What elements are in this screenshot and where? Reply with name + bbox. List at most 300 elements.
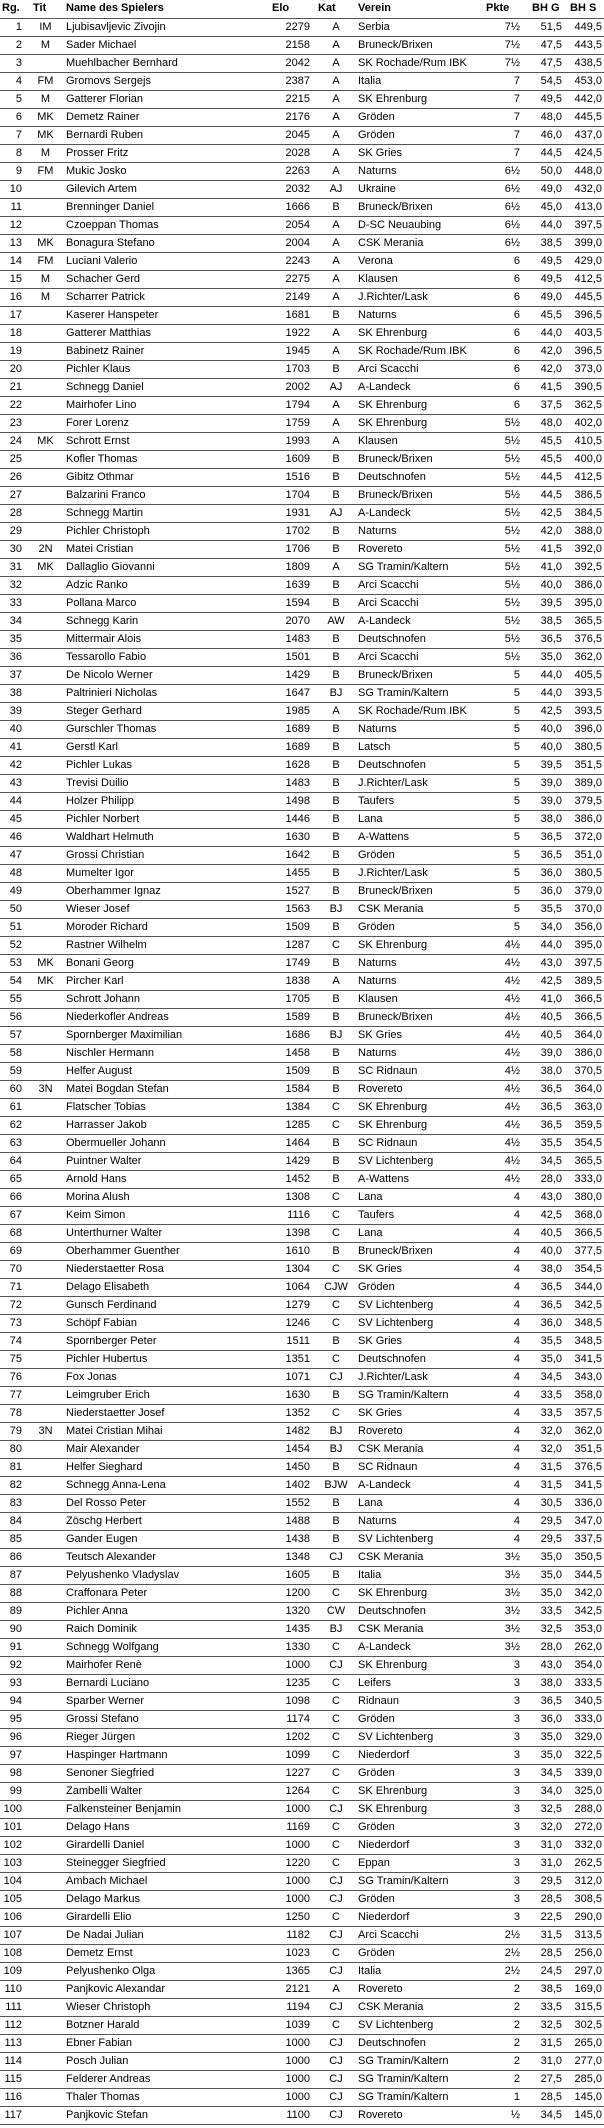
cell-buchholz-s: 342,0 xyxy=(574,1587,602,1599)
cell-elo: 1308 xyxy=(285,1191,310,1203)
cell-rank: 21 xyxy=(9,381,22,393)
table-row xyxy=(0,36,604,54)
cell-title: 2N xyxy=(38,543,53,555)
cell-points: 6 xyxy=(513,327,520,339)
cell-buchholz-s: 348,5 xyxy=(574,1335,602,1347)
table-row xyxy=(0,1944,604,1962)
cell-rank: 100 xyxy=(3,1803,22,1815)
cell-club: J.Richter/Lask xyxy=(358,867,428,879)
cell-points: 7½ xyxy=(504,39,520,51)
cell-elo: 1000 xyxy=(285,2091,310,2103)
cell-buchholz-s: 145,0 xyxy=(574,2091,602,2103)
table-row xyxy=(0,900,604,918)
cell-club: CSK Merania xyxy=(358,903,424,915)
cell-category: B xyxy=(332,525,340,537)
cell-elo: 1279 xyxy=(285,1299,310,1311)
cell-club: A-Landeck xyxy=(358,1479,411,1491)
cell-elo: 1516 xyxy=(285,471,310,483)
cell-category: CJ xyxy=(329,2001,343,2013)
table-row xyxy=(0,1602,604,1620)
cell-club: SG Tramin/Kaltern xyxy=(358,1389,449,1401)
cell-buchholz-g: 35,0 xyxy=(540,1353,562,1365)
cell-points: 7 xyxy=(513,93,520,105)
cell-elo: 1000 xyxy=(285,2073,310,2085)
cell-buchholz-g: 40,0 xyxy=(540,579,562,591)
cell-category: C xyxy=(332,1749,340,1761)
table-row xyxy=(0,1962,604,1980)
cell-buchholz-s: 308,5 xyxy=(574,1893,602,1905)
cell-buchholz-g: 39,0 xyxy=(540,1047,562,1059)
cell-rank: 115 xyxy=(4,2073,22,2085)
cell-title: M xyxy=(40,147,51,159)
cell-club: Naturns xyxy=(358,309,397,321)
cell-name: Bernardi Luciano xyxy=(66,1677,150,1689)
cell-category: CJ xyxy=(329,1371,343,1383)
cell-points: 5½ xyxy=(504,417,520,429)
cell-category: C xyxy=(332,1227,340,1239)
cell-points: 4½ xyxy=(504,957,520,969)
cell-buchholz-s: 265,0 xyxy=(574,2037,602,2049)
cell-points: 3 xyxy=(513,1803,520,1815)
cell-elo: 1511 xyxy=(286,1335,310,1347)
table-row xyxy=(0,972,604,990)
table-row xyxy=(0,396,604,414)
cell-name: Paltrinieri Nicholas xyxy=(66,687,158,699)
cell-rank: 106 xyxy=(3,1911,22,1923)
cell-buchholz-g: 40,5 xyxy=(540,1011,562,1023)
cell-points: 6½ xyxy=(504,237,520,249)
cell-buchholz-s: 322,5 xyxy=(574,1749,602,1761)
cell-buchholz-g: 32,5 xyxy=(540,2019,562,2031)
cell-buchholz-s: 399,0 xyxy=(574,237,602,249)
cell-points: 5½ xyxy=(504,435,520,447)
cell-elo: 1182 xyxy=(286,1929,310,1941)
cell-buchholz-g: 42,5 xyxy=(540,507,562,519)
cell-category: BJ xyxy=(329,903,343,915)
cell-elo: 2387 xyxy=(285,75,310,87)
cell-rank: 38 xyxy=(9,687,22,699)
cell-name: Kofler Thomas xyxy=(66,453,138,465)
cell-category: B xyxy=(332,1335,340,1347)
table-row xyxy=(0,144,604,162)
table-row xyxy=(0,1134,604,1152)
cell-name: Zambelli Walter xyxy=(66,1785,142,1797)
table-row xyxy=(0,936,604,954)
cell-category: A xyxy=(332,255,340,267)
table-row xyxy=(0,450,604,468)
cell-buchholz-s: 312,0 xyxy=(574,1875,602,1887)
cell-name: Matei Cristian xyxy=(66,543,134,555)
cell-category: A xyxy=(332,165,340,177)
cell-rank: 47 xyxy=(9,849,22,861)
cell-club: Niederdorf xyxy=(358,1911,410,1923)
cell-rank: 74 xyxy=(9,1335,22,1347)
cell-buchholz-g: 36,5 xyxy=(540,1101,562,1113)
cell-rank: 111 xyxy=(5,2001,22,2013)
header-title: Tit xyxy=(33,2,47,14)
cell-name: Keim Simon xyxy=(66,1209,126,1221)
cell-points: 4 xyxy=(513,1407,520,1419)
cell-rank: 5 xyxy=(15,93,22,105)
cell-name: Flatscher Tobias xyxy=(66,1101,146,1113)
cell-buchholz-s: 372,0 xyxy=(574,831,602,843)
cell-category: B xyxy=(332,1011,340,1023)
cell-buchholz-g: 38,0 xyxy=(540,1677,562,1689)
table-row xyxy=(0,126,604,144)
cell-elo: 1200 xyxy=(285,1587,310,1599)
cell-club: SK Ehrenburg xyxy=(358,1659,428,1671)
cell-name: Pichler Hubertus xyxy=(66,1353,148,1365)
cell-category: CJ xyxy=(329,1803,343,1815)
cell-points: 3 xyxy=(513,1875,520,1887)
cell-elo: 1689 xyxy=(285,741,310,753)
cell-name: Bernardi Ruben xyxy=(66,129,144,141)
cell-name: Matei Bogdan Stefan xyxy=(66,1083,169,1095)
cell-club: Deutschnofen xyxy=(358,1353,426,1365)
cell-elo: 1993 xyxy=(285,435,310,447)
cell-rank: 78 xyxy=(9,1407,22,1419)
cell-rank: 82 xyxy=(9,1479,22,1491)
cell-category: B xyxy=(332,1083,340,1095)
cell-points: 5½ xyxy=(504,615,520,627)
cell-name: Pollana Marco xyxy=(66,597,137,609)
cell-buchholz-s: 386,0 xyxy=(574,813,602,825)
cell-name: Harrasser Jakob xyxy=(66,1119,147,1131)
cell-elo: 2002 xyxy=(285,381,310,393)
cell-points: 4½ xyxy=(504,1137,520,1149)
table-row xyxy=(0,1728,604,1746)
cell-buchholz-g: 47,5 xyxy=(540,57,562,69)
table-row xyxy=(0,810,604,828)
cell-buchholz-s: 272,0 xyxy=(574,1821,602,1833)
cell-elo: 1116 xyxy=(287,1209,310,1221)
cell-rank: 83 xyxy=(9,1497,22,1509)
cell-title: MK xyxy=(37,561,54,573)
cell-rank: 110 xyxy=(4,1983,22,1995)
cell-buchholz-g: 43,0 xyxy=(540,1659,562,1671)
cell-elo: 1749 xyxy=(285,957,310,969)
cell-points: 4 xyxy=(513,1425,520,1437)
header-category: Kat xyxy=(318,2,336,14)
table-row xyxy=(0,198,604,216)
cell-name: Wieser Josef xyxy=(66,903,130,915)
cell-name: Gurschler Thomas xyxy=(66,723,157,735)
cell-elo: 1064 xyxy=(285,1281,310,1293)
cell-club: Naturns xyxy=(358,957,397,969)
cell-points: 4 xyxy=(513,1443,520,1455)
cell-club: Taufers xyxy=(358,1209,395,1221)
cell-category: CJ xyxy=(329,1659,343,1671)
cell-name: Unterthurner Walter xyxy=(66,1227,163,1239)
cell-club: Naturns xyxy=(358,165,397,177)
cell-buchholz-g: 44,0 xyxy=(540,669,562,681)
cell-rank: 80 xyxy=(9,1443,22,1455)
cell-rank: 104 xyxy=(3,1875,22,1887)
cell-points: 2 xyxy=(513,1983,520,1995)
cell-category: AJ xyxy=(329,507,343,519)
cell-buchholz-s: 453,0 xyxy=(574,75,602,87)
cell-buchholz-s: 424,5 xyxy=(574,147,602,159)
cell-elo: 1527 xyxy=(285,885,310,897)
cell-rank: 109 xyxy=(3,1965,22,1977)
cell-buchholz-s: 362,0 xyxy=(574,651,602,663)
cell-elo: 2032 xyxy=(285,183,310,195)
cell-club: A-Wattens xyxy=(358,1173,409,1185)
cell-rank: 40 xyxy=(9,723,22,735)
cell-elo: 2028 xyxy=(285,147,310,159)
table-row xyxy=(0,1098,604,1116)
cell-points: 5 xyxy=(513,903,520,915)
table-row xyxy=(0,1188,604,1206)
cell-club: Deutschnofen xyxy=(358,759,426,771)
cell-name: Niederstaetter Rosa xyxy=(66,1263,164,1275)
cell-points: 4½ xyxy=(504,1119,520,1131)
cell-title: MK xyxy=(37,237,54,249)
table-row xyxy=(0,90,604,108)
cell-elo: 1000 xyxy=(285,1893,310,1905)
cell-points: 6 xyxy=(513,309,520,321)
cell-name: Leimgruber Erich xyxy=(66,1389,150,1401)
cell-buchholz-g: 36,5 xyxy=(540,1281,562,1293)
cell-points: 7 xyxy=(513,129,520,141)
cell-points: ½ xyxy=(510,2109,520,2121)
cell-buchholz-g: 33,5 xyxy=(540,1407,562,1419)
table-row xyxy=(0,702,604,720)
cell-category: C xyxy=(332,1587,340,1599)
cell-elo: 1264 xyxy=(285,1785,310,1797)
cell-buchholz-g: 36,5 xyxy=(540,849,562,861)
cell-category: A xyxy=(332,219,340,231)
cell-buchholz-s: 339,0 xyxy=(574,1767,602,1779)
cell-elo: 2070 xyxy=(285,615,310,627)
table-row xyxy=(0,1926,604,1944)
header-elo: Elo xyxy=(272,2,290,14)
cell-buchholz-g: 35,0 xyxy=(540,1731,562,1743)
cell-elo: 1351 xyxy=(285,1353,310,1365)
cell-category: BJ xyxy=(329,1443,343,1455)
cell-rank: 36 xyxy=(9,651,22,663)
cell-points: 4 xyxy=(513,1299,520,1311)
cell-buchholz-g: 39,0 xyxy=(540,795,562,807)
cell-category: CJ xyxy=(329,1965,343,1977)
cell-buchholz-s: 285,0 xyxy=(574,2073,602,2085)
cell-category: CJ xyxy=(329,1893,343,1905)
cell-buchholz-s: 397,5 xyxy=(574,957,602,969)
cell-buchholz-g: 38,5 xyxy=(540,615,562,627)
cell-points: 4 xyxy=(513,1263,520,1275)
cell-points: 4½ xyxy=(504,1101,520,1113)
cell-club: SK Gries xyxy=(358,1407,403,1419)
table-row xyxy=(0,1494,604,1512)
cell-club: J.Richter/Lask xyxy=(358,777,428,789)
cell-elo: 1589 xyxy=(285,1011,310,1023)
cell-points: 4 xyxy=(513,1389,520,1401)
cell-elo: 1429 xyxy=(285,669,310,681)
cell-buchholz-g: 31,0 xyxy=(540,1839,562,1851)
cell-rank: 22 xyxy=(9,399,22,411)
cell-category: C xyxy=(332,1731,340,1743)
cell-buchholz-s: 403,5 xyxy=(574,327,602,339)
cell-buchholz-g: 28,5 xyxy=(540,1893,562,1905)
cell-category: A xyxy=(332,273,340,285)
cell-rank: 64 xyxy=(9,1155,22,1167)
cell-club: Gröden xyxy=(358,129,395,141)
cell-rank: 13 xyxy=(9,237,22,249)
cell-category: C xyxy=(332,1317,340,1329)
cell-name: Falkensteiner Benjamin xyxy=(66,1803,181,1815)
cell-elo: 2176 xyxy=(285,111,310,123)
cell-buchholz-g: 32,0 xyxy=(540,1821,562,1833)
table-row xyxy=(0,1332,604,1350)
table-row xyxy=(0,1764,604,1782)
cell-category: B xyxy=(332,633,340,645)
cell-buchholz-s: 350,5 xyxy=(574,1551,602,1563)
cell-title: IM xyxy=(39,21,52,33)
cell-category: A xyxy=(332,147,340,159)
table-row xyxy=(0,414,604,432)
cell-name: Mukic Josko xyxy=(66,165,127,177)
cell-buchholz-g: 33,5 xyxy=(540,1389,562,1401)
cell-rank: 2 xyxy=(15,39,22,51)
cell-rank: 20 xyxy=(9,363,22,375)
cell-elo: 1759 xyxy=(285,417,310,429)
cell-club: Gröden xyxy=(358,1713,395,1725)
cell-elo: 2045 xyxy=(285,129,310,141)
cell-club: Rovereto xyxy=(358,1425,403,1437)
cell-buchholz-s: 392,5 xyxy=(574,561,602,573)
cell-rank: 1 xyxy=(15,21,22,33)
cell-name: Grossi Christian xyxy=(66,849,145,861)
cell-title: M xyxy=(40,291,51,303)
cell-club: Arci Scacchi xyxy=(358,363,419,375)
table-row xyxy=(0,1890,604,1908)
cell-points: 5½ xyxy=(504,453,520,465)
cell-category: B xyxy=(332,1389,340,1401)
cell-elo: 1455 xyxy=(285,867,310,879)
cell-buchholz-s: 340,5 xyxy=(574,1695,602,1707)
cell-buchholz-s: 410,5 xyxy=(574,435,602,447)
cell-name: Muehlbacher Bernhard xyxy=(66,57,178,69)
cell-points: 3 xyxy=(513,1785,520,1797)
table-row xyxy=(0,108,604,126)
cell-buchholz-s: 379,5 xyxy=(574,795,602,807)
cell-points: 3 xyxy=(513,1839,520,1851)
cell-buchholz-s: 386,0 xyxy=(574,579,602,591)
cell-rank: 94 xyxy=(9,1695,22,1707)
cell-buchholz-s: 277,0 xyxy=(574,2055,602,2067)
table-row xyxy=(0,1224,604,1242)
cell-name: Helfer Sieghard xyxy=(66,1461,143,1473)
cell-points: 3½ xyxy=(504,1587,520,1599)
cell-club: SG Tramin/Kaltern xyxy=(358,2055,449,2067)
cell-name: Panjkovic Stefan xyxy=(66,2109,148,2121)
table-row xyxy=(0,1584,604,1602)
cell-category: B xyxy=(332,1155,340,1167)
cell-buchholz-g: 34,5 xyxy=(540,2109,562,2121)
cell-elo: 1287 xyxy=(285,939,310,951)
cell-name: Demetz Rainer xyxy=(66,111,140,123)
cell-elo: 1584 xyxy=(285,1083,310,1095)
cell-name: Botzner Harald xyxy=(66,2019,140,2031)
cell-name: Pircher Karl xyxy=(66,975,124,987)
cell-name: Pelyushenko Olga xyxy=(66,1965,156,1977)
cell-rank: 112 xyxy=(4,2019,22,2031)
cell-club: Bruneck/Brixen xyxy=(358,669,433,681)
cell-rank: 61 xyxy=(9,1101,22,1113)
cell-buchholz-g: 40,0 xyxy=(540,1245,562,1257)
cell-buchholz-g: 35,5 xyxy=(540,1335,562,1347)
cell-buchholz-s: 405,5 xyxy=(574,669,602,681)
cell-elo: 1838 xyxy=(285,975,310,987)
cell-buchholz-s: 337,5 xyxy=(574,1533,602,1545)
cell-category: A xyxy=(332,975,340,987)
cell-rank: 28 xyxy=(9,507,22,519)
cell-buchholz-s: 341,5 xyxy=(574,1353,602,1365)
cell-buchholz-s: 351,5 xyxy=(574,759,602,771)
cell-points: 3½ xyxy=(504,1605,520,1617)
cell-rank: 35 xyxy=(9,633,22,645)
cell-club: Bruneck/Brixen xyxy=(358,453,433,465)
cell-elo: 2121 xyxy=(285,1983,310,1995)
table-row xyxy=(0,774,604,792)
table-row xyxy=(0,504,604,522)
table-row xyxy=(0,522,604,540)
cell-club: Ukraine xyxy=(358,183,396,195)
cell-name: Demetz Ernst xyxy=(66,1947,133,1959)
cell-points: 5 xyxy=(513,849,520,861)
cell-category: CW xyxy=(326,1605,346,1617)
cell-buchholz-g: 27,5 xyxy=(540,2073,562,2085)
cell-title: FM xyxy=(37,165,54,177)
cell-title: MK xyxy=(37,975,54,987)
cell-buchholz-g: 38,5 xyxy=(540,1983,562,1995)
cell-rank: 62 xyxy=(9,1119,22,1131)
cell-club: Klausen xyxy=(358,993,398,1005)
cell-elo: 1922 xyxy=(285,327,310,339)
cell-elo: 1098 xyxy=(285,1695,310,1707)
cell-buchholz-g: 49,5 xyxy=(540,93,562,105)
cell-elo: 1702 xyxy=(285,525,310,537)
cell-name: Gatterer Matthias xyxy=(66,327,151,339)
cell-points: 4 xyxy=(513,1371,520,1383)
header-points: Pkte xyxy=(486,2,510,14)
table-row xyxy=(0,1152,604,1170)
table-row xyxy=(0,882,604,900)
cell-name: Obermueller Johann xyxy=(66,1137,166,1149)
cell-buchholz-g: 29,5 xyxy=(540,1515,562,1527)
cell-club: A-Landeck xyxy=(358,1641,411,1653)
table-row xyxy=(0,1242,604,1260)
cell-rank: 88 xyxy=(9,1587,22,1599)
cell-club: Naturns xyxy=(358,723,397,735)
cell-buchholz-s: 351,0 xyxy=(574,849,602,861)
cell-buchholz-s: 362,5 xyxy=(574,399,602,411)
cell-elo: 1509 xyxy=(285,921,310,933)
cell-club: Arci Scacchi xyxy=(358,597,419,609)
cell-elo: 1071 xyxy=(285,1371,310,1383)
cell-elo: 1450 xyxy=(285,1461,310,1473)
cell-category: B xyxy=(332,363,340,375)
cell-points: 6½ xyxy=(504,219,520,231)
cell-points: 6 xyxy=(513,291,520,303)
table-row xyxy=(0,846,604,864)
table-row xyxy=(0,792,604,810)
cell-club: Lana xyxy=(358,813,383,825)
cell-elo: 1605 xyxy=(285,1569,310,1581)
cell-buchholz-s: 392,0 xyxy=(574,543,602,555)
cell-elo: 1931 xyxy=(285,507,310,519)
cell-buchholz-s: 393,5 xyxy=(574,705,602,717)
